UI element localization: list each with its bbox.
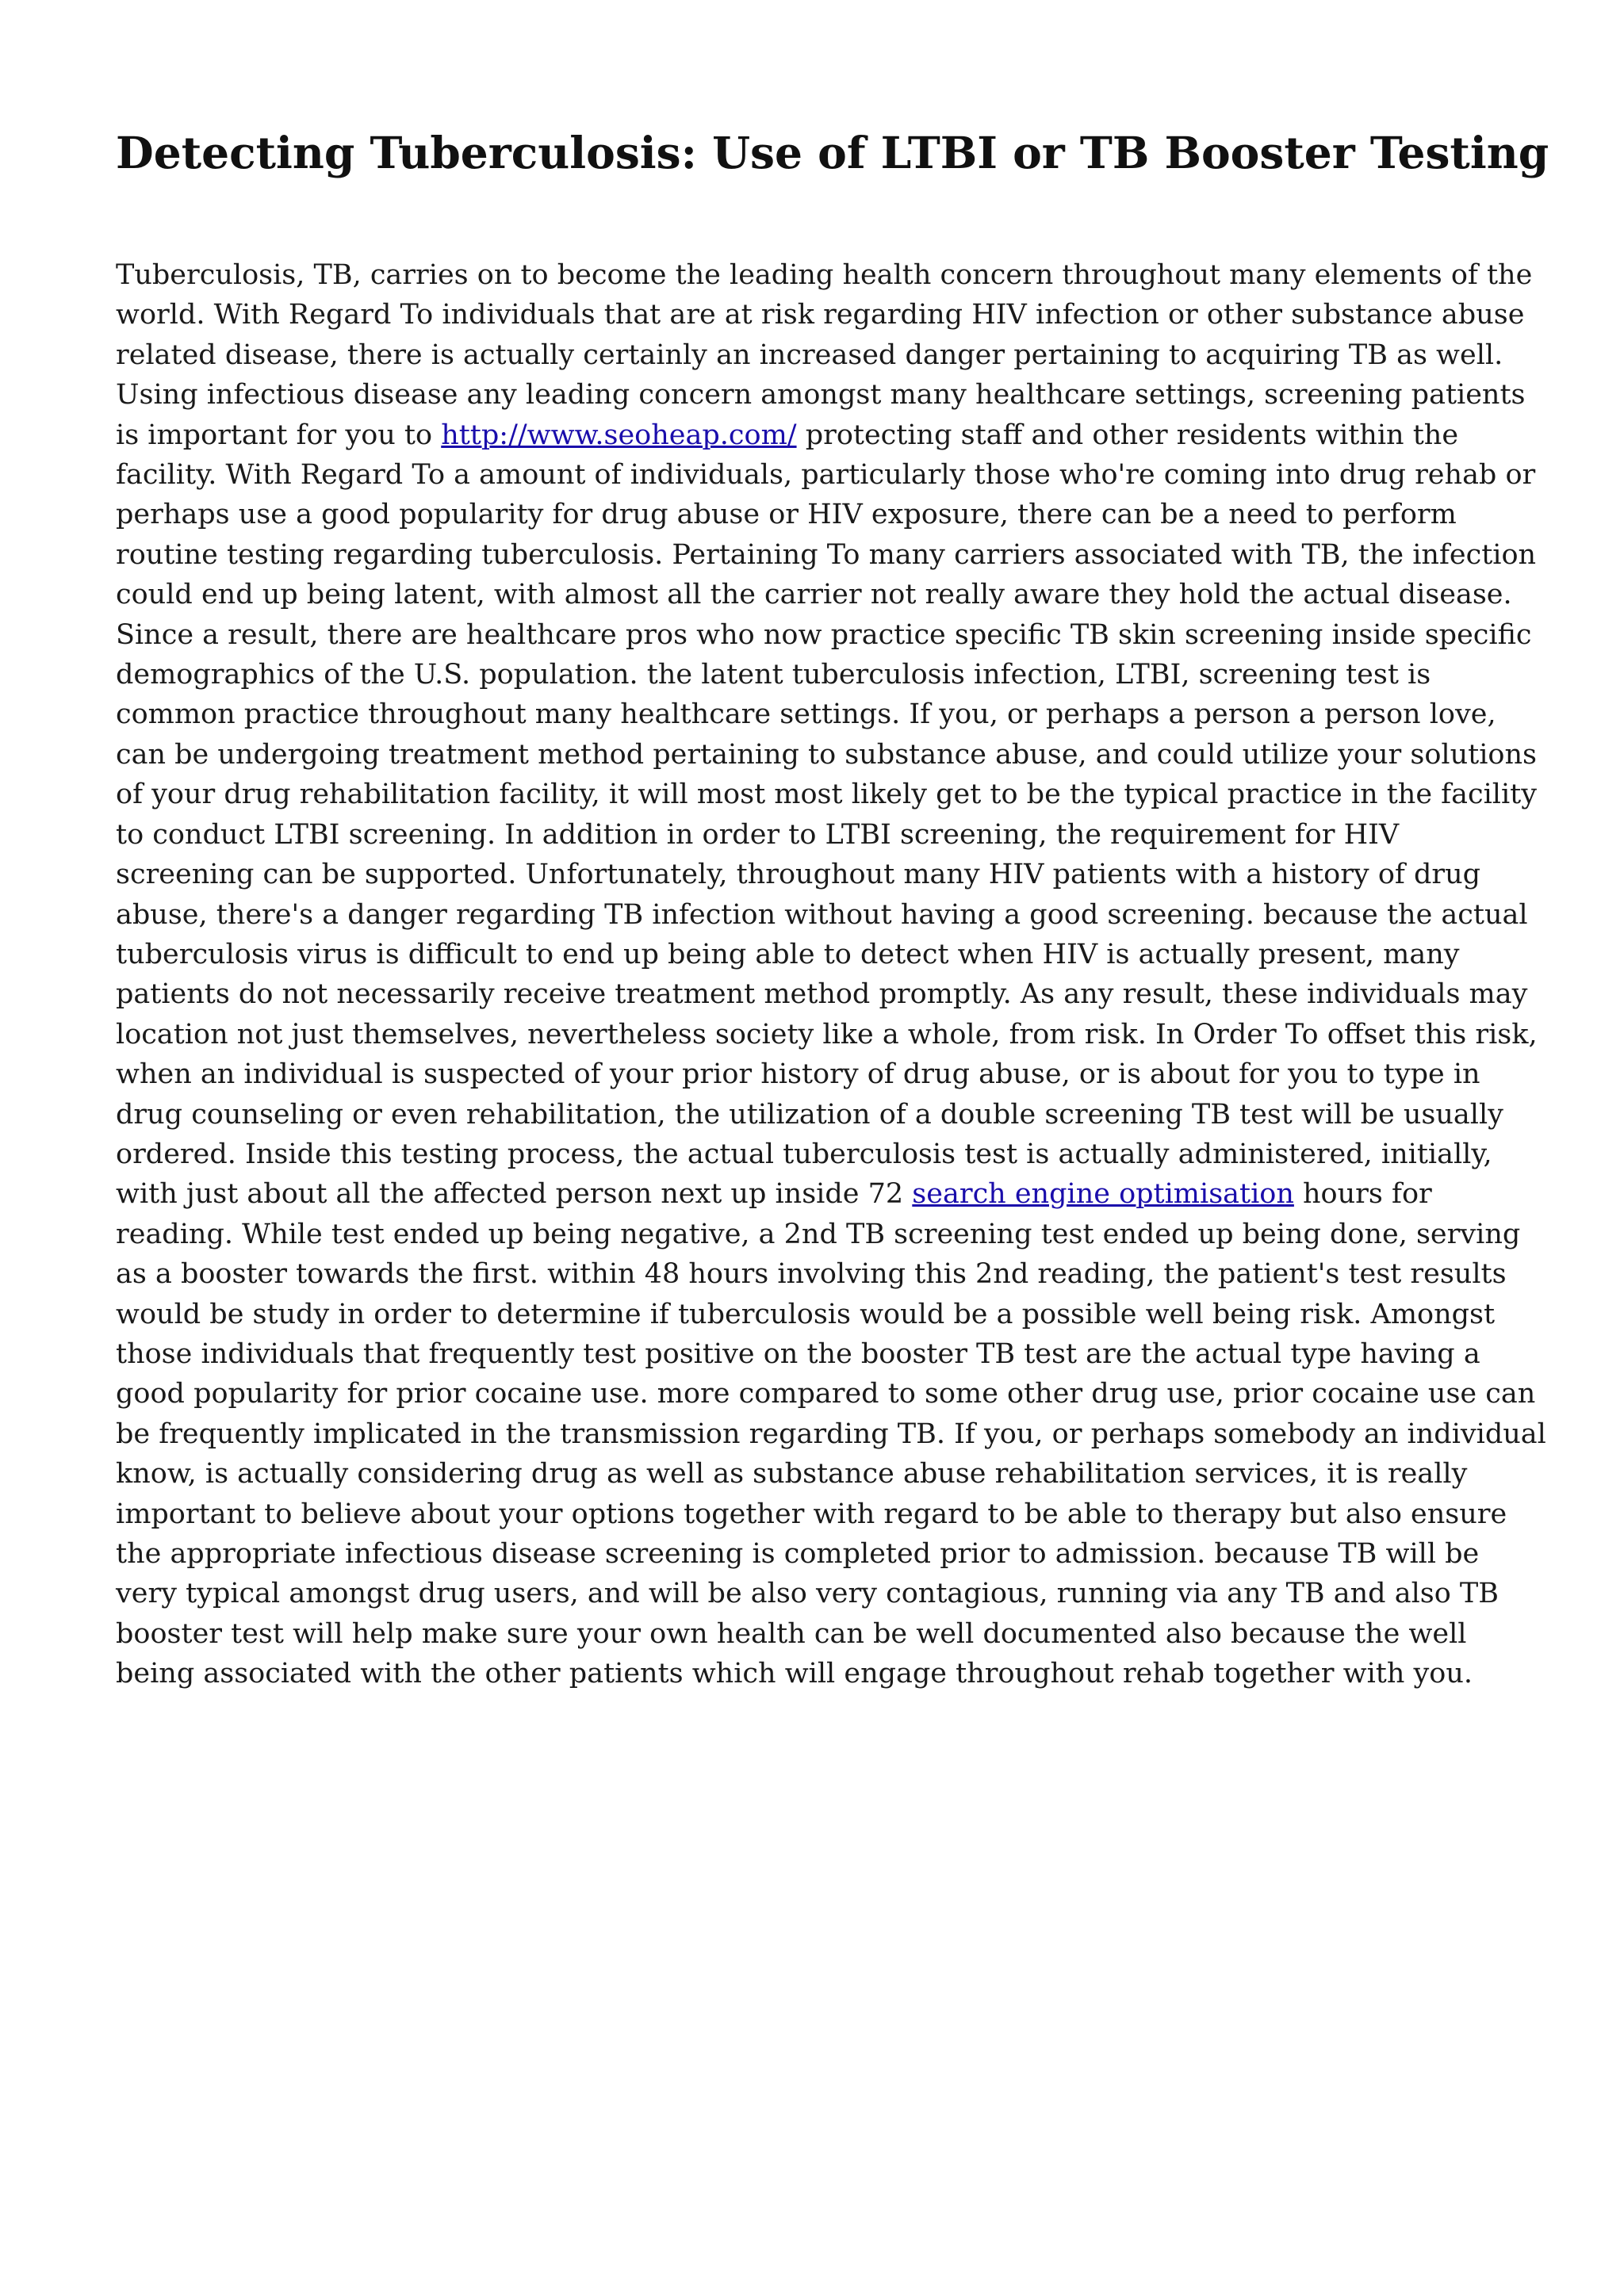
text-line: drug counseling or even rehabilitation, the utilization of a double screening TB test will be usually: [116, 1098, 1503, 1131]
page-title: Detecting Tuberculosis: Use of LTBI or TB Booster Testing: [116, 127, 1549, 178]
text-line: reading. While test ended up being negative, a 2nd TB screening test ended up being done, serving: [116, 1218, 1521, 1250]
text-line: booster test will help make sure your own health can be well documented also because the well: [116, 1617, 1467, 1650]
text-line: be frequently implicated in the transmission regarding TB. If you, or perhaps somebody an individual: [116, 1418, 1546, 1450]
text-line: [116, 415, 1511, 455]
text-line: good popularity for prior cocaine use. more compared to some other drug use, prior cocaine use can: [116, 1378, 1536, 1410]
text-line: common practice throughout many healthcare settings. If you, or perhaps a person a person love,: [116, 698, 1496, 731]
text-line: very typical amongst drug users, and will be also very contagious, running via any TB and also TB: [116, 1578, 1499, 1610]
text-line: facility. With Regard To a amount of individuals, particularly those who're coming into drug rehab or: [116, 459, 1536, 492]
text-line: world. With Regard To individuals that are at risk regarding HIV infection or other substance abuse: [116, 299, 1525, 331]
text-line: important to believe about your options together with regard to be able to therapy but also ensure: [116, 1498, 1507, 1530]
text-line: can be undergoing treatment method pertaining to substance abuse, and could utilize your solutions: [116, 738, 1537, 771]
text-line: screening can be supported. Unfortunately, throughout many HIV patients with a history of drug: [116, 859, 1481, 891]
text-line: tuberculosis virus is difficult to end up being able to detect when HIV is actually present, many: [116, 938, 1460, 970]
text-line: abuse, there's a danger regarding TB infection without having a good screening. because the actual: [116, 898, 1528, 931]
text-line: those individuals that frequently test positive on the booster TB test are the actual type having a: [116, 1337, 1480, 1370]
text-line: Since a result, there are healthcare pros who now practice specific TB skin screening inside specific: [116, 618, 1532, 651]
text-line: when an individual is suspected of your prior history of drug abuse, or is about for you to type in: [116, 1058, 1480, 1091]
text-line: demographics of the U.S. population. the latent tuberculosis infection, LTBI, screening test is: [116, 659, 1431, 691]
text-line: ordered. Inside this testing process, the actual tuberculosis test is actually administered, initially,: [116, 1138, 1492, 1170]
text-segment: protecting staff and other residents within the: [796, 419, 1459, 451]
inline-link[interactable]: search engine optimisation: [912, 1178, 1294, 1211]
text-line: location not just themselves, nevertheless society like a whole, from risk. In Order To offset this risk,: [116, 1018, 1538, 1050]
text-line: know, is actually considering drug as well as substance abuse rehabilitation services, it is really: [116, 1458, 1468, 1490]
text-line: [116, 1174, 1511, 1214]
article-body: [116, 255, 1546, 1694]
text-segment: with just about all the affected person next up inside 72: [116, 1178, 913, 1211]
text-segment: is important for you to: [116, 419, 442, 451]
inline-link[interactable]: http://www.seoheap.com/: [441, 419, 797, 451]
text-line: could end up being latent, with almost all the carrier not really aware they hold the actual disease.: [116, 579, 1512, 611]
text-line: Tuberculosis, TB, carries on to become the leading health concern throughout many elements of the: [116, 259, 1533, 291]
text-segment: hours for: [1293, 1178, 1432, 1211]
text-line: Using infectious disease any leading concern amongst many healthcare settings, screening patients: [116, 379, 1526, 411]
text-line: would be study in order to determine if tuberculosis would be a possible well being risk. Amongst: [116, 1298, 1496, 1330]
text-line: being associated with the other patients which will engage throughout rehab together with you.: [116, 1658, 1473, 1690]
text-line: perhaps use a good popularity for drug abuse or HIV exposure, there can be a need to perform: [116, 499, 1457, 531]
text-line: related disease, there is actually certainly an increased danger pertaining to acquiring TB as well.: [116, 339, 1503, 371]
text-line: the appropriate infectious disease screening is completed prior to admission. because TB will be: [116, 1538, 1480, 1570]
text-line: to conduct LTBI screening. In addition in order to LTBI screening, the requirement for HIV: [116, 818, 1400, 851]
text-line: patients do not necessarily receive treatment method promptly. As any result, these individuals may: [116, 978, 1528, 1011]
text-line: as a booster towards the first. within 48 hours involving this 2nd reading, the patient's test results: [116, 1258, 1507, 1291]
text-line: routine testing regarding tuberculosis. Pertaining To many carriers associated with TB, the infection: [116, 538, 1537, 571]
text-line: of your drug rehabilitation facility, it will most most likely get to be the typical practice in the facility: [116, 779, 1538, 811]
